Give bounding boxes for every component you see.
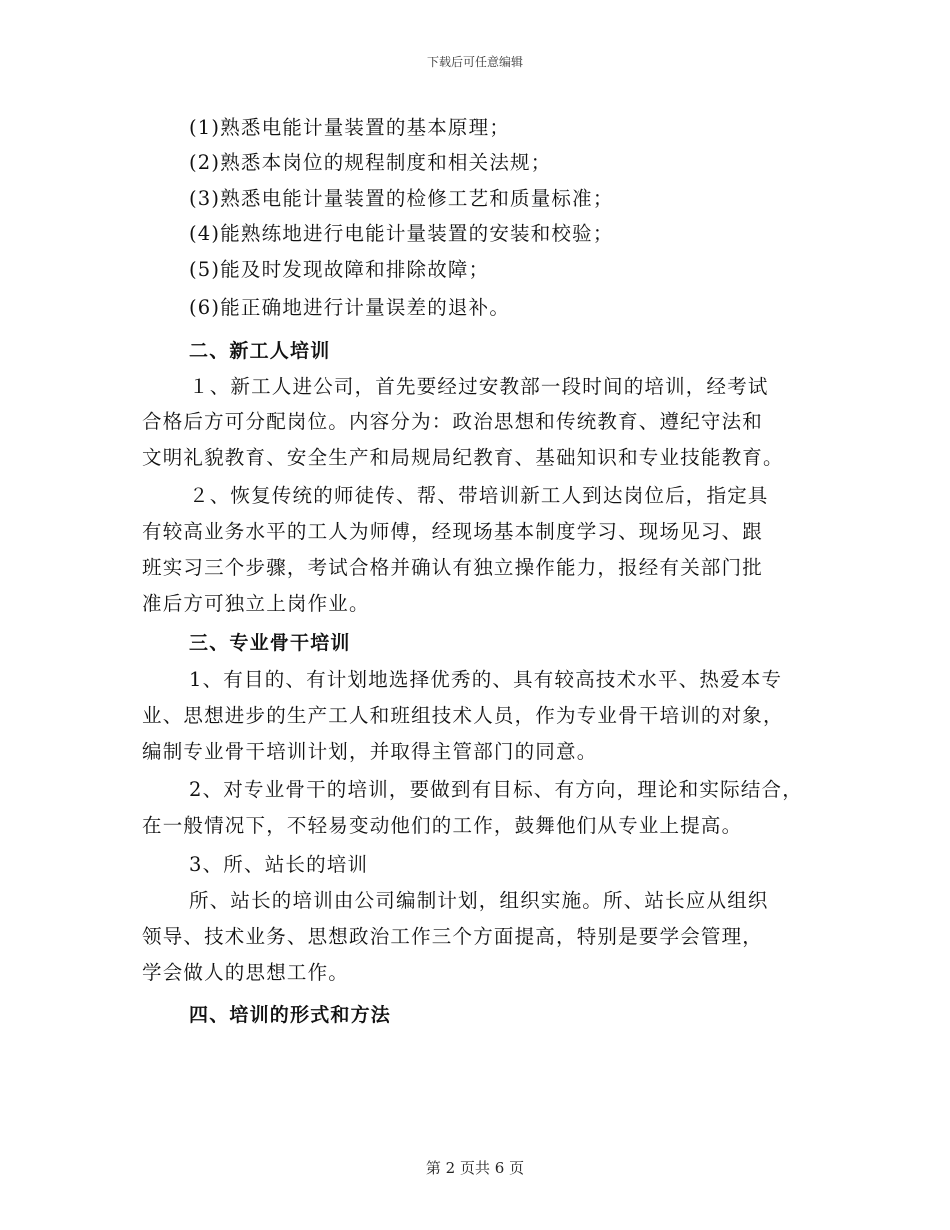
paragraph-line: 文明礼貌教育、安全生产和局规局纪教育、基础知识和专业技能教育。 <box>142 446 784 469</box>
section-heading: 二、新工人培训 <box>189 340 331 362</box>
list-item: (6)能正确地进行计量误差的退补。 <box>189 296 511 319</box>
section-heading: 三、专业骨干培训 <box>189 632 351 654</box>
list-item: (3)熟悉电能计量装置的检修工艺和质量标准； <box>189 187 614 210</box>
paragraph-line: 编制专业骨干培训计划，并取得主管部门的同意。 <box>142 740 598 763</box>
paragraph-line: 合格后方可分配岗位。内容分为：政治思想和传统教育、遵纪守法和 <box>142 410 764 433</box>
list-item: (5)能及时发现故障和排除故障； <box>189 258 490 281</box>
paragraph-line: 领导、技术业务、思想政治工作三个方面提高，特别是要学会管理， <box>142 925 764 948</box>
paragraph-line: 班实习三个步骤，考试合格并确认有独立操作能力，报经有关部门批 <box>142 556 764 579</box>
paragraph-line: 有较高业务水平的工人为师傅，经现场基本制度学习、现场见习、跟 <box>142 520 764 543</box>
section-heading: 四、培训的形式和方法 <box>189 1004 392 1026</box>
page-header: 下载后可任意编辑 <box>426 55 523 69</box>
list-item: (4)能熟练地进行电能计量装置的安装和校验； <box>189 222 614 245</box>
paragraph-line: 业、思想进步的生产工人和班组技术人员，作为专业骨干培训的对象， <box>142 704 784 727</box>
paragraph-line: 1、有目的、有计划地选择优秀的、具有较高技术水平、热爱本专 <box>189 668 783 691</box>
paragraph-line: 在一般情况下，不轻易变动他们的工作，鼓舞他们从专业上提高。 <box>142 814 743 837</box>
paragraph-line: 3、所、站长的培训 <box>189 853 369 876</box>
paragraph-line: １、新工人进公司，首先要经过安教部一段时间的培训，经考试 <box>189 375 769 398</box>
list-item: (1)熟悉电能计量装置的基本原理； <box>189 116 511 139</box>
paragraph-line: 学会做人的思想工作。 <box>142 961 350 984</box>
paragraph-line: 所、站长的培训由公司编制计划，组织实施。所、站长应从组织 <box>189 889 769 912</box>
paragraph-line: 2、对专业骨干的培训，要做到有目标、有方向，理论和实际结合， <box>189 778 803 801</box>
page-footer: 第 2 页共 6 页 <box>425 1159 525 1177</box>
paragraph-line: ２、恢复传统的师徒传、帮、带培训新工人到达岗位后，指定具 <box>189 484 769 507</box>
paragraph-line: 准后方可独立上岗作业。 <box>142 592 370 615</box>
list-item: (2)熟悉本岗位的规程制度和相关法规； <box>189 151 552 174</box>
